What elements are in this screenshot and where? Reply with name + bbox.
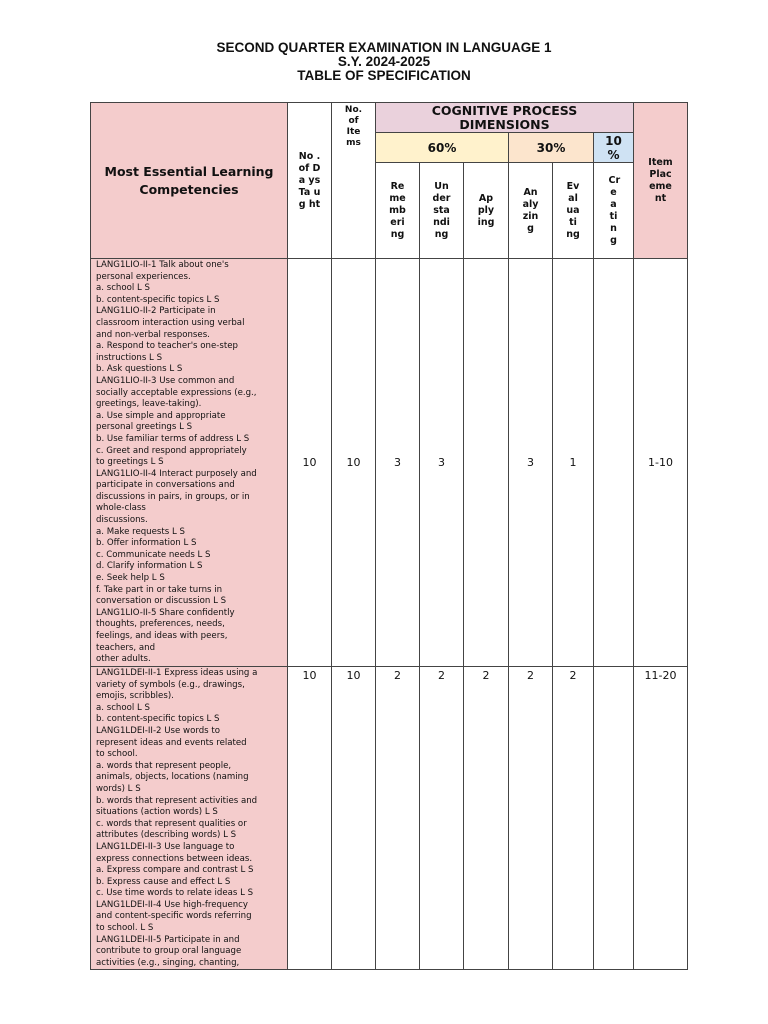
days-taught-cell: 10 xyxy=(288,259,332,667)
cognitive-dimensions-header: COGNITIVE PROCESS DIMENSIONS xyxy=(376,103,634,133)
placement-cell: 11-20 xyxy=(634,667,688,970)
understanding-cell: 3 xyxy=(420,259,464,667)
school-year: S.Y. 2024-2025 xyxy=(337,54,431,69)
understanding-header: Un der sta ndi ng xyxy=(420,163,464,259)
table-row xyxy=(91,259,688,667)
analyzing-cell: 3 xyxy=(509,259,553,667)
placement-cell: 1-10 xyxy=(634,259,688,667)
document-header xyxy=(0,41,768,83)
applying-header: Ap ply ing xyxy=(464,163,509,259)
item-placement-header: Item Plac eme nt xyxy=(634,103,688,259)
remembering-header: Re me mb eri ng xyxy=(376,163,420,259)
exam-title: SECOND QUARTER EXAMINATION IN LANGUAGE 1 xyxy=(216,40,552,55)
competency-cell: LANG1LDEI-II-1 Express ideas using a variety of symbols (e.g., drawings, emojis, scribbles). a. school L S b. content-specific topics L S LANG1LDEI-II-2 Use words to represent ideas and events related to school. a. words that represent people, animals, objects, locations (naming words) L S b. words that represent activities and situations (action words) L S c. words that represent qualities or attributes (describing words) L S LANG1LDEI-II-3 Use language to express connections between ideas. a. Express compare and contrast L S b. Express cause and effect L S c. Use time words to relate ideas L S LANG1LDEI-II-4 Use high-frequency and content-specific words referring to school. L S LANG1LDEI-II-5 Participate in and contribute to group oral language activities (e.g., singing, chanting, xyxy=(91,667,288,970)
days-taught-cell: 10 xyxy=(288,667,332,970)
analyzing-header: An aly zin g xyxy=(509,163,553,259)
remembering-cell: 2 xyxy=(376,667,420,970)
items-cell: 10 xyxy=(332,667,376,970)
creating-cell xyxy=(594,667,634,970)
applying-cell xyxy=(464,259,509,667)
items-cell: 10 xyxy=(332,259,376,667)
table-row xyxy=(91,667,688,970)
creating-header: Cr e a ti n g xyxy=(594,163,634,259)
days-taught-header: No . of Da ys Ta ug ht xyxy=(288,103,332,259)
percent-60: 60% xyxy=(376,133,509,163)
understanding-cell: 2 xyxy=(420,667,464,970)
evaluating-header: Ev al ua ti ng xyxy=(553,163,594,259)
competency-cell: LANG1LIO-II-1 Talk about one's personal experiences. a. school L S b. content-specific topics L S LANG1LIO-II-2 Participate in classroom interaction using verbal and non-verbal responses. a. Respond to teacher's one-step instructions L S b. Ask questions L S LANG1LIO-II-3 Use common and socially acceptable expressions (e.g., greetings, leave-taking). a. Use simple and appropriate personal greetings L S b. Use familiar terms of address L S c. Greet and respond appropriately to greetings L S LANG1LIO-II-4 Interact purposely and participate in conversations and discussions in pairs, in groups, or in whole-class discussions. a. Make requests L S b. Offer information L S c. Communicate needs L S d. Clarify information L S e. Seek help L S f. Take part in or take turns in conversation or discussion L S LANG1LIO-II-5 Share confidently thoughts, preferences, needs, feelings, and ideas with peers, teachers, and other adults. xyxy=(91,259,288,667)
evaluating-cell: 1 xyxy=(553,259,594,667)
evaluating-cell: 2 xyxy=(553,667,594,970)
creating-cell xyxy=(594,259,634,667)
table-title: TABLE OF SPECIFICATION xyxy=(297,68,471,83)
competencies-header: Most Essential Learning Competencies xyxy=(91,103,288,259)
percent-10: 10 % xyxy=(594,133,634,163)
analyzing-cell: 2 xyxy=(509,667,553,970)
remembering-cell: 3 xyxy=(376,259,420,667)
specification-table xyxy=(90,102,688,970)
percent-30: 30% xyxy=(509,133,594,163)
items-header: No. of Ite ms xyxy=(332,103,376,259)
applying-cell: 2 xyxy=(464,667,509,970)
